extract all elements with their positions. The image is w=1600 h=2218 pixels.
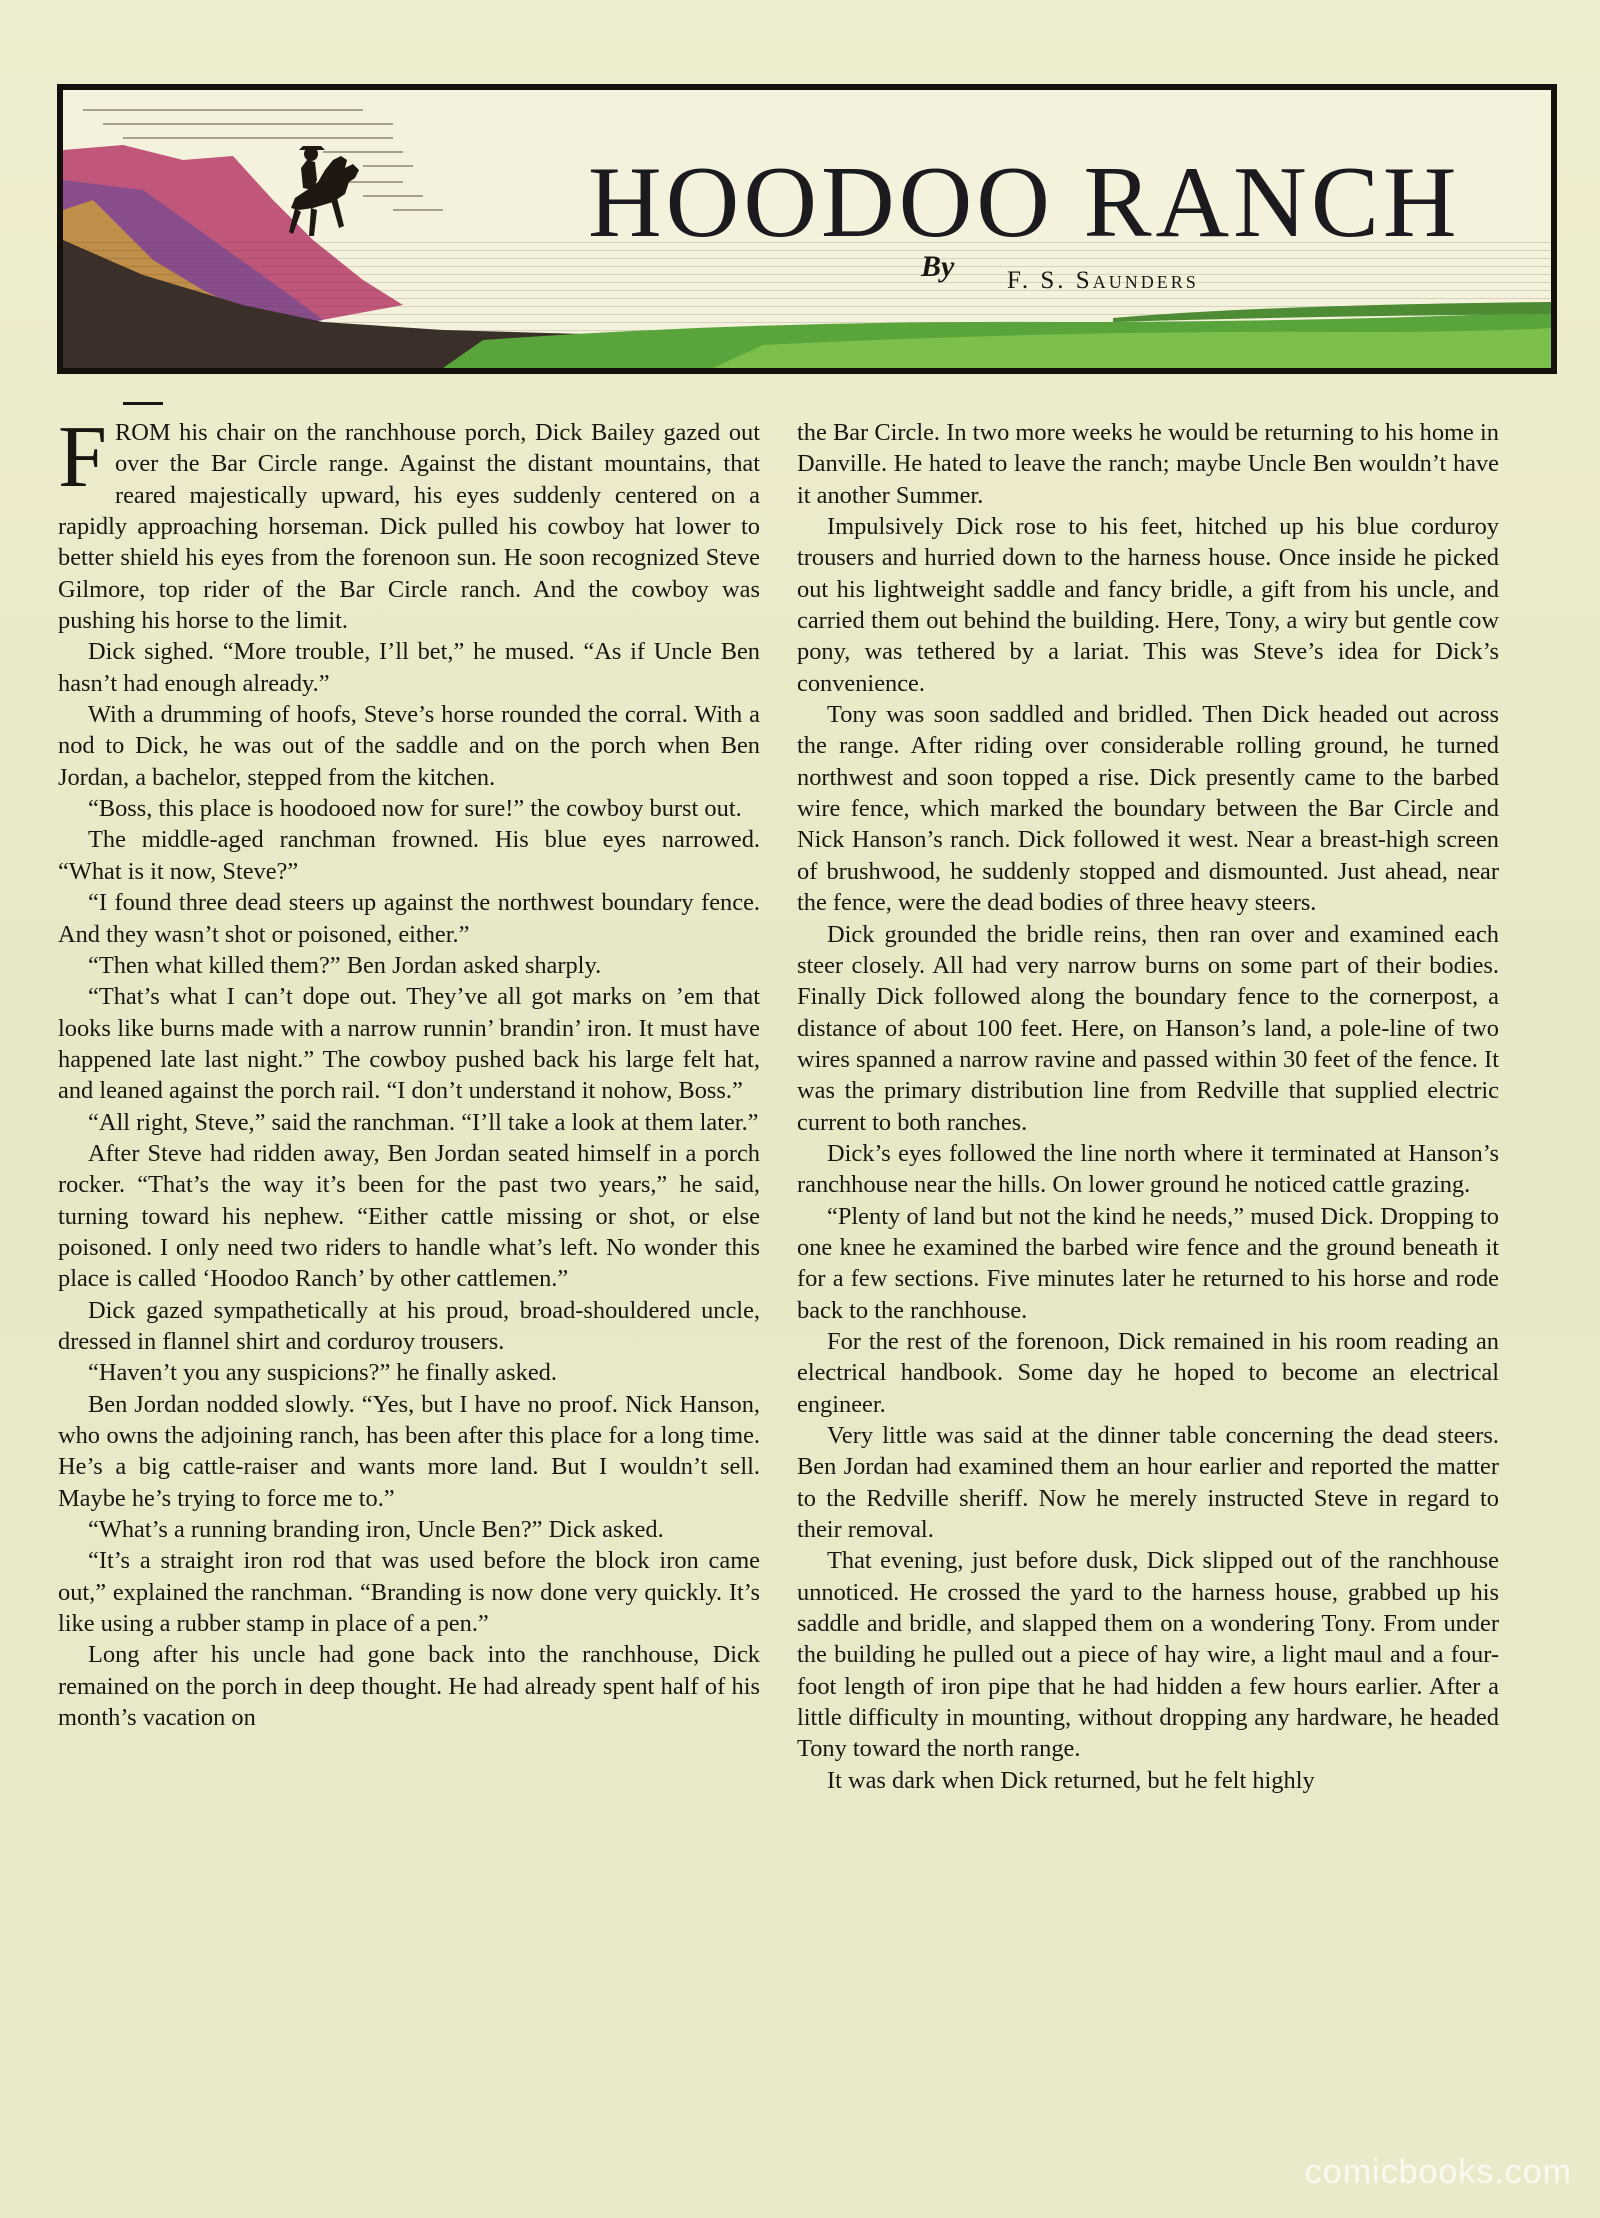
paragraph xyxy=(58,824,760,887)
paragraph-text: Impulsively Dick rose to his feet, hitched up his blue corduroy trousers and hurried down to the harness house. Once inside he picked out his lightweight saddle and fancy bridle, a gift from his uncle, and carried them out behind the building. Here, Tony, a wiry but gentle cow pony, was tethered by a lariat. This was Steve’s idea for Dick’s convenience. xyxy=(797,513,1499,697)
watermark: comicbooks.com xyxy=(1304,2153,1572,2191)
paragraph xyxy=(58,409,760,636)
drop-cap: F xyxy=(58,409,107,506)
paragraph xyxy=(797,1420,1499,1545)
paragraph xyxy=(797,699,1499,918)
paragraph-text: Very little was said at the dinner table concerning the dead steers. Ben Jordan had examined them an hour earlier and reported the matter to the Redville sheriff. Now he merely instructed Steve in regard to their removal. xyxy=(797,1422,1499,1544)
paragraph-text: the Bar Circle. In two more weeks he would be returning to his home in Danville. He hated to leave the ranch; maybe Uncle Ben wouldn’t have it another Summer. xyxy=(797,419,1499,509)
paragraph xyxy=(58,1138,760,1295)
paragraph-text: “Plenty of land but not the kind he needs,” mused Dick. Dropping to one knee he examined the barbed wire fence and the ground beneath it for a few sections. Five minutes later he returned to his horse and rode back to the ranchhouse. xyxy=(797,1202,1499,1324)
paragraph xyxy=(797,1138,1499,1201)
paragraph xyxy=(797,1326,1499,1420)
paragraph xyxy=(58,1107,760,1138)
paragraph-text: Tony was soon saddled and bridled. Then Dick headed out across the range. After riding over considerable rolling ground, he turned northwest and soon topped a rise. Dick presently came to the barbed wire fence, which marked the boundary between the Bar Circle and Nick Hanson’s ranch. Dick followed it west. Near a breast-high screen of brushwood, he suddenly stopped and dismounted. Just ahead, near the fence, were the dead bodies of three heavy steers. xyxy=(797,701,1499,917)
paragraph xyxy=(58,1639,760,1733)
left-column xyxy=(58,409,760,1733)
paragraph-text: “Haven’t you any suspicions?” he finally asked. xyxy=(88,1359,557,1387)
paragraph xyxy=(58,1545,760,1639)
paragraph xyxy=(797,919,1499,1138)
paragraph xyxy=(58,950,760,981)
paragraph-text: That evening, just before dusk, Dick slipped out of the ranchhouse unnoticed. He crossed the yard to the harness house, grabbed up his saddle and bridle, and slapped them on a wondering Tony. From under the building he pulled out a piece of hay wire, a light maul and a four-foot length of iron pipe that he had hidden a few hours earlier. After a little difficulty in mounting, without dropping any hardware, he headed Tony toward the north range. xyxy=(797,1547,1499,1763)
paragraph-text: “Then what killed them?” Ben Jordan asked sharply. xyxy=(88,951,602,979)
right-column xyxy=(797,417,1499,1796)
paragraph-text: “All right, Steve,” said the ranchman. “I’ll take a look at them later.” xyxy=(88,1108,759,1136)
byline-author: F. S. Saunders xyxy=(1007,267,1199,294)
paragraph xyxy=(58,1389,760,1514)
paragraph xyxy=(797,1201,1499,1326)
paragraph-text: “That’s what I can’t dope out. They’ve all got marks on ’em that looks like burns made with a narrow runnin’ brandin’ iron. It must have happened late last night.” The cowboy pushed back his large felt hat, and leaned against the porch rail. “I don’t understand it nohow, Boss.” xyxy=(58,983,760,1105)
paragraph-text: Long after his uncle had gone back into the ranchhouse, Dick remained on the porch in deep thought. He had already spent half of his month’s vacation on xyxy=(58,1641,760,1732)
paragraph-text: The middle-aged ranchman frowned. His blue eyes narrowed. “What is it now, Steve?” xyxy=(58,826,760,885)
title-illustration-panel xyxy=(57,84,1557,374)
dropcap-rule xyxy=(123,402,163,405)
paragraph-text: “It’s a straight iron rod that was used before the block iron came out,” explained the ranchman. “Branding is now done very quickly. It’s like using a rubber stamp in place of a pen.” xyxy=(58,1547,760,1638)
paragraph xyxy=(58,1357,760,1388)
paragraph xyxy=(58,1295,760,1358)
paragraph xyxy=(58,887,760,950)
paragraph xyxy=(58,636,760,699)
paragraph-text: For the rest of the forenoon, Dick remained in his room reading an electrical handbook. Some day he hoped to become an electrical engineer. xyxy=(797,1327,1499,1418)
paragraph-text: Dick sighed. “More trouble, I’ll bet,” he mused. “As if Uncle Ben hasn’t had enough already.” xyxy=(58,638,760,697)
paragraph-text: It was dark when Dick returned, but he felt highly xyxy=(827,1766,1315,1794)
paragraph xyxy=(797,1545,1499,1764)
paragraph xyxy=(797,511,1499,699)
paragraph xyxy=(58,981,760,1106)
paragraph-text: After Steve had ridden away, Ben Jordan seated himself in a porch rocker. “That’s the way it’s been for the past two years,” he said, turning toward his nephew. “Either cattle missing or shot, or else poisoned. I only need two riders to handle what’s left. No wonder this place is called ‘Hoodoo Ranch’ by other cattlemen.” xyxy=(58,1139,760,1293)
paragraph xyxy=(58,1514,760,1545)
paragraph-text: “I found three dead steers up against the northwest boundary fence. And they wasn’t shot or poisoned, either.” xyxy=(58,889,760,948)
paragraph xyxy=(797,417,1499,511)
paragraph-text: Ben Jordan nodded slowly. “Yes, but I have no proof. Nick Hanson, who owns the adjoining ranch, has been after this place for a long time. He’s a big cattle-raiser and wants more land. But I wouldn’t sell. Maybe he’s trying to force me to.” xyxy=(58,1390,760,1512)
paragraph xyxy=(58,699,760,793)
story-title: HOODOO RANCH xyxy=(588,146,1461,259)
paragraph-text: ROM his chair on the ranchhouse porch, Dick Bailey gazed out over the Bar Circle range. Against the distant mountains, that reared majestically upward, his eyes suddenly centered on a rapidly approaching horseman. Dick pulled his cowboy hat lower to better shield his eyes from the forenoon sun. He soon recognized Steve Gilmore, top rider of the Bar Circle ranch. And the cowboy was pushing his horse to the limit. xyxy=(58,419,760,635)
paragraph-text: “What’s a running branding iron, Uncle Ben?” Dick asked. xyxy=(88,1516,664,1544)
paragraph-text: Dick grounded the bridle reins, then ran over and examined each steer closely. All had very narrow burns on some part of their bodies. Finally Dick followed along the boundary fence to the cornerpost, a distance of about 100 feet. Here, on Hanson’s land, a pole-line of two wires spanned a narrow ravine and passed within 30 feet of the fence. It was the primary distribution line from Redville that supplied electric current to both ranches. xyxy=(797,920,1499,1136)
paragraph-text: Dick’s eyes followed the line north where it terminated at Hanson’s ranchhouse near the hills. On lower ground he noticed cattle grazing. xyxy=(797,1139,1499,1199)
byline-by: By xyxy=(921,250,955,283)
paragraph xyxy=(797,1765,1499,1796)
paragraph-text: “Boss, this place is hoodooed now for sure!” the cowboy burst out. xyxy=(88,795,742,823)
paragraph-text: With a drumming of hoofs, Steve’s horse rounded the corral. With a nod to Dick, he was out of the saddle and on the porch when Ben Jordan, a bachelor, stepped from the kitchen. xyxy=(58,701,760,791)
paragraph-text: Dick gazed sympathetically at his proud, broad-shouldered uncle, dressed in flannel shirt and corduroy trousers. xyxy=(58,1296,760,1355)
paragraph xyxy=(58,793,760,824)
